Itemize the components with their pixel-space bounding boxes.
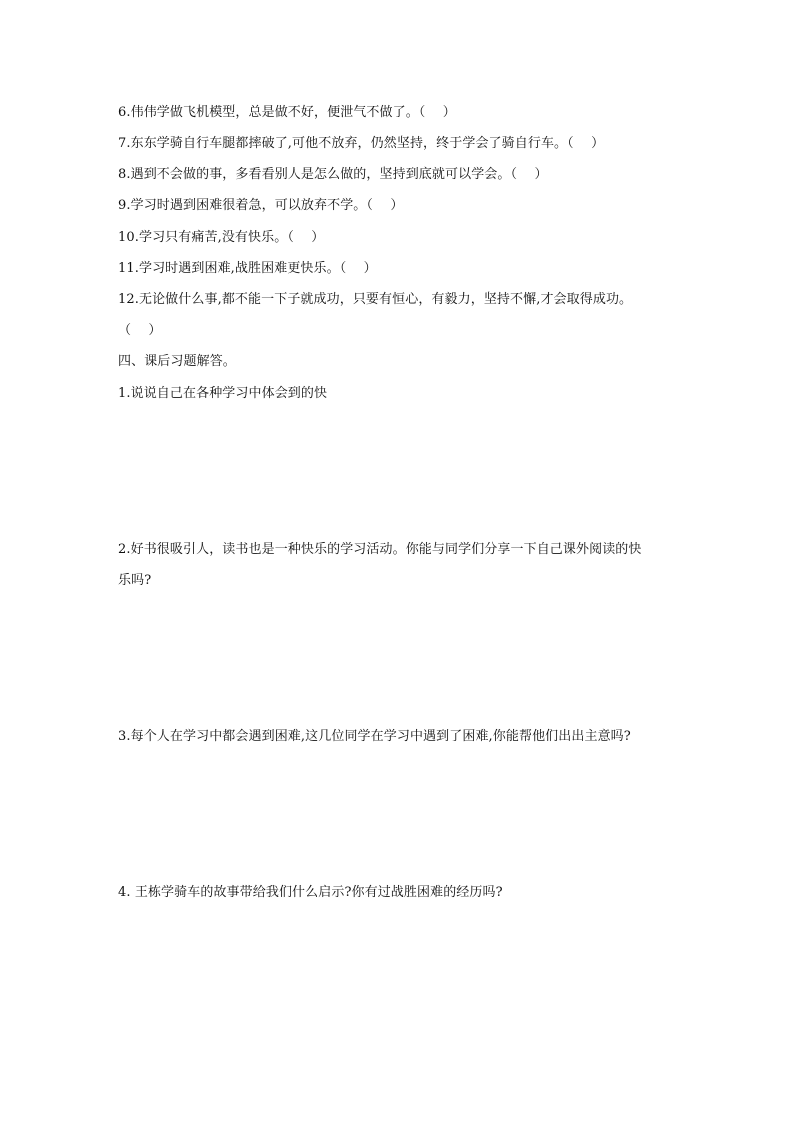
question-text: 王栋学骑车的故事带给我们什么启示?你有过战胜困难的经历吗? xyxy=(130,885,503,900)
judgment-item-9 xyxy=(118,197,403,215)
question-text: 说说自己在各种学习中体会到的快 xyxy=(130,386,328,401)
section-title: 四、课后习题解答。 xyxy=(118,354,236,369)
question-number: 4. xyxy=(118,885,131,900)
item-number: 8. xyxy=(118,167,131,182)
item-number: 7. xyxy=(118,136,131,151)
question-text: 每个人在学习中都会遇到困难,这几位同学在学习中遇到了困难,你能帮他们出出主意吗? xyxy=(130,729,631,744)
judgment-item-10 xyxy=(118,229,324,247)
judgment-item-11 xyxy=(118,260,377,278)
item-number: 12. xyxy=(118,292,139,307)
item-text: 学习时遇到困难很着急，可以放弃不学。（ ） xyxy=(130,198,404,213)
question-text: 好书很吸引人，读书也是一种快乐的学习活动。你能与同学们分享一下自己课外阅读的快 xyxy=(130,542,642,557)
judgment-item-8 xyxy=(118,166,548,184)
question-number: 1. xyxy=(118,386,131,401)
judgment-item-12 xyxy=(118,291,632,309)
item-number: 11. xyxy=(118,261,139,276)
question-1 xyxy=(118,385,327,403)
item-text: 无论做什么事,都不能一下子就成功，只要有恒心，有毅力，坚持不懈,才会取得成功。 xyxy=(138,292,633,307)
judgment-item-7 xyxy=(118,135,604,153)
question-number: 3. xyxy=(118,729,131,744)
judgment-item-12-blank: （ ） xyxy=(118,323,162,338)
question-number: 2. xyxy=(118,542,131,557)
question-2 xyxy=(118,541,642,559)
item-text: 东东学骑自行车腿都摔破了,可他不放弃，仍然坚持，终于学会了骑自行车。（ ） xyxy=(130,136,605,151)
item-text: 学习时遇到困难,战胜困难更快乐。（ ） xyxy=(138,261,377,276)
item-number: 10. xyxy=(118,230,139,245)
item-text: 学习只有痛苦,没有快乐。（ ） xyxy=(138,230,325,245)
question-4 xyxy=(118,884,503,902)
judgment-item-6 xyxy=(118,104,456,122)
item-text: 遇到不会做的事，多看看别人是怎么做的，坚持到底就可以学会。（ ） xyxy=(130,167,548,182)
item-text: 伟伟学做飞机模型，总是做不好，便泄气不做了。（ ） xyxy=(130,105,456,120)
item-number: 6. xyxy=(118,105,131,120)
question-3 xyxy=(118,728,631,746)
question-2-continued: 乐吗? xyxy=(118,573,152,588)
item-number: 9. xyxy=(118,198,131,213)
